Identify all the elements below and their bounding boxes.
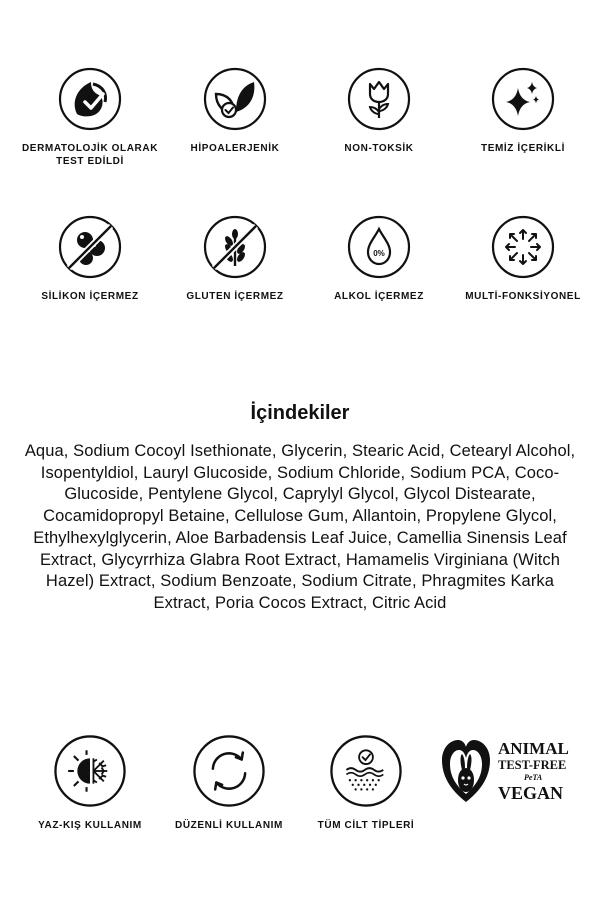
badge-silikon [15, 214, 165, 303]
badge-label: SİLİKON İÇERMEZ [41, 291, 139, 302]
peta-line-vegan: VEGAN [498, 783, 564, 803]
zero-alcohol-drop-icon [346, 214, 412, 280]
refresh-arrows-icon [191, 733, 267, 809]
sparkles-icon [490, 66, 556, 132]
ingredients-text: Aqua, Sodium Cocoyl Isethionate, Glycerin, Stearic Acid, Cetearyl Alcohol, Isopentyldiol, Lauryl Glucoside, Sodium Chloride, Sodium PCA, Coco-Glucoside, Pentylene Glycol, Caprylyl Glycol, Glycol Distearate, Cocamidopropyl Betaine, Cellulose Gum, Allantoin, Propylene Glycol, Ethylhexylglycerin, Aloe Barbadensis Leaf Juice, Camellia Sinensis Leaf Extract, Glycyrrhiza Glabra Root Extract, Hamamelis Virginiana (Witch Hazel) Extract, Sodium Benzoate, Sodium Citrate, Phragmites Karka Extract, Poria Cocos Extract, Citric Acid [24, 442, 576, 612]
peta-line-animal: ANIMAL [498, 739, 569, 758]
ingredients-title: İçindekiler [250, 402, 350, 424]
badge-non-toksik [304, 66, 454, 155]
badge-label: TÜM CİLT TİPLERİ [317, 820, 415, 831]
peta-bunny-heart-icon [440, 738, 492, 806]
badge-gluten [160, 214, 310, 303]
badge-multi [448, 214, 598, 303]
badge-dermatolojik [15, 66, 165, 168]
badge-cilt [291, 733, 441, 832]
no-gluten-icon [202, 214, 268, 280]
badge-temiz [448, 66, 598, 155]
badge-label: GLUTEN İÇERMEZ [186, 291, 284, 302]
badge-alkol [304, 214, 454, 303]
badge-label: DÜZENLİ KULLANIM [175, 820, 283, 831]
peta-mark: PeTA [524, 773, 543, 782]
skin-layers-check-icon [328, 733, 404, 809]
badge-hipoalerjenik [160, 66, 310, 155]
badge-duzenli [154, 733, 304, 832]
badge-label: HİPOALERJENİK [190, 143, 280, 154]
badge-label: NON-TOKSİK [344, 143, 414, 154]
no-silicone-icon [57, 214, 123, 280]
badge-label: TEMİZ İÇERİKLİ [481, 143, 565, 154]
drop-text: 0% [373, 249, 385, 258]
peta-line-test-free: TEST-FREE [498, 758, 567, 772]
peta-logo [440, 738, 580, 808]
leaves-check-icon [202, 66, 268, 132]
badge-label: YAZ-KIŞ KULLANIM [38, 820, 142, 831]
badge-label: DERMATOLOJİK OLARAK TEST EDİLDİ [21, 143, 159, 167]
sun-snowflake-icon [52, 733, 128, 809]
multi-arrows-icon [490, 214, 556, 280]
badge-yaz-kis [15, 733, 165, 832]
tulip-icon [346, 66, 412, 132]
badge-label: ALKOL İÇERMEZ [334, 291, 424, 302]
badge-label: MULTİ-FONKSİYONEL [465, 291, 581, 302]
leaf-check-icon [57, 66, 123, 132]
